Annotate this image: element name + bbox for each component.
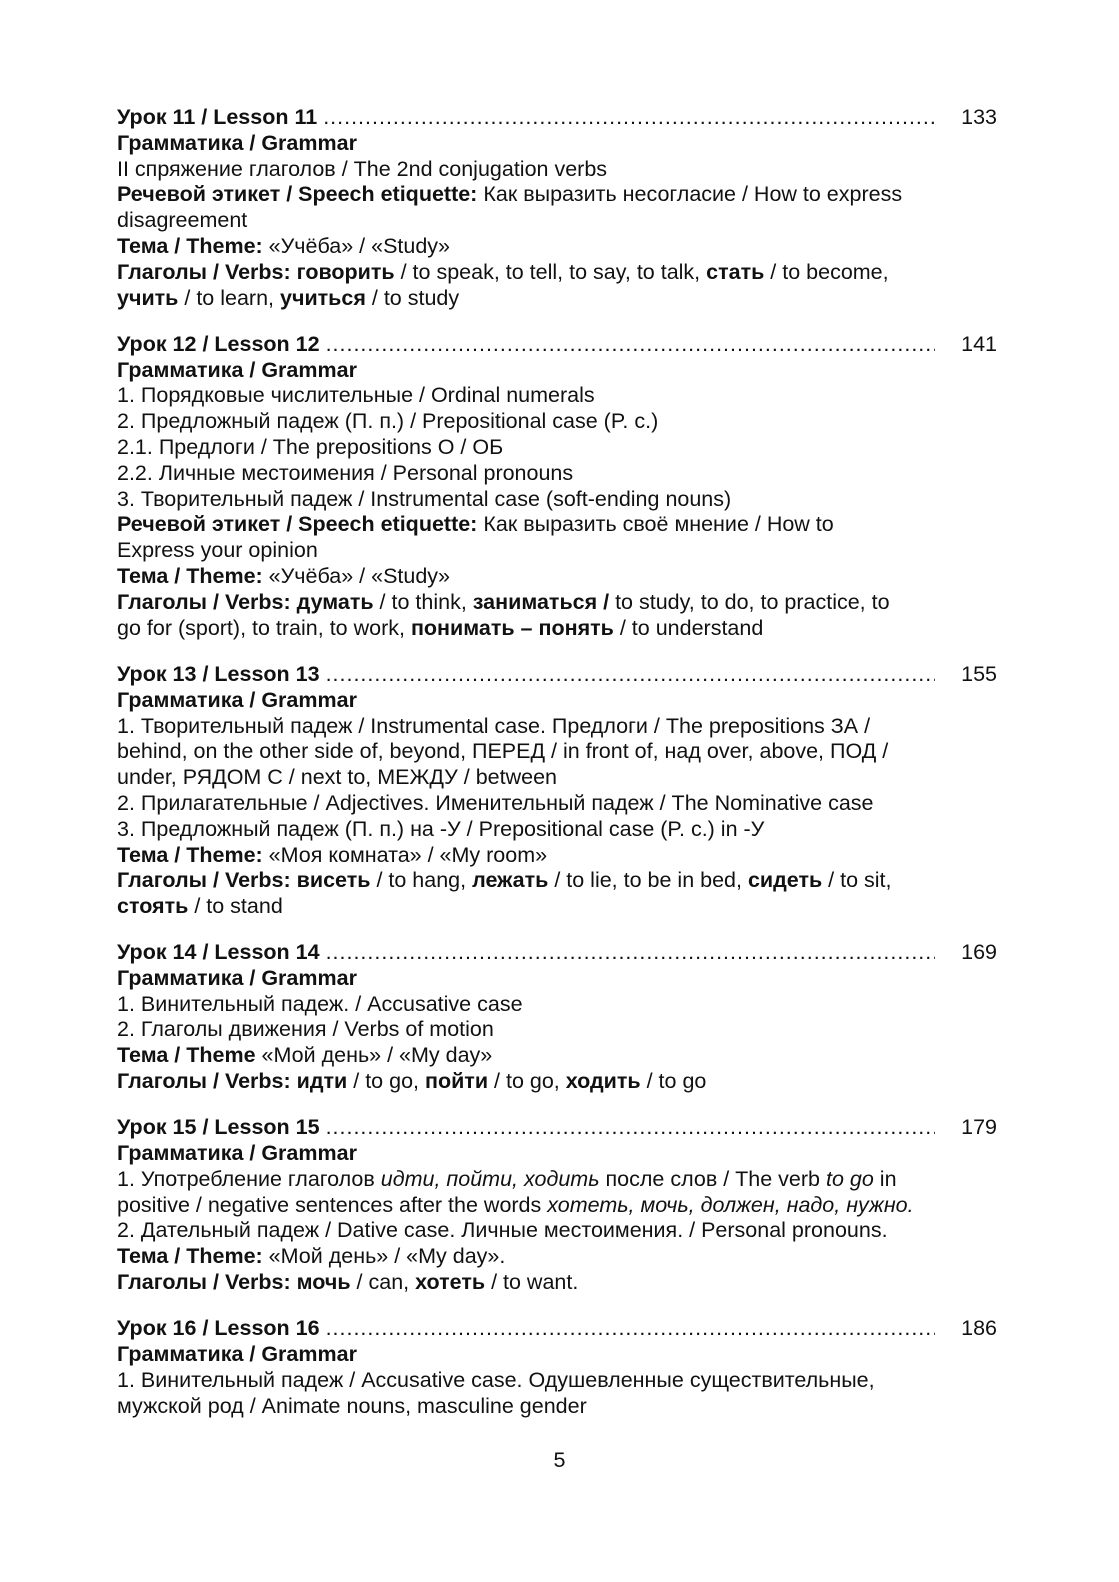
verb-translation: / to go, [488, 1068, 566, 1093]
verb-translation: / to understand [613, 615, 764, 640]
verb-translation: / to stand [188, 894, 283, 919]
grammar-item: 1. Употребление глаголов идти, пойти, ходить после слов / The verb to go in [117, 1166, 897, 1191]
grammar-item: 1. Винительный падеж / Accusative case. Одушевленные существительные, [117, 1367, 875, 1392]
verb-translation: to study, to do, to practice, to [609, 589, 890, 614]
grammar-item: behind, on the other side of, beyond, ПЕРЕД / in front of, над over, above, ПОД / [117, 739, 889, 764]
verbs-label: Глаголы / Verbs: [117, 1068, 291, 1093]
grammar-label: Грамматика / Grammar [117, 130, 357, 155]
verb: идти [296, 1068, 348, 1093]
grammar-item: 2.2. Личные местоимения / Personal pronouns [117, 460, 574, 485]
verbs-label: Глаголы / Verbs: [117, 589, 291, 614]
theme-label: Тема / Theme [117, 1043, 256, 1068]
speech-etiquette-text: Как выразить несогласие / How to express [477, 182, 903, 207]
grammar-label: Грамматика / Grammar [117, 965, 357, 990]
grammar-item: 2. Глаголы движения / Verbs of motion [117, 1017, 494, 1042]
page-number: 5 [553, 1448, 566, 1472]
lesson-page-number: 133 [961, 105, 997, 129]
lesson-14-entry [117, 940, 997, 1095]
theme-text: «Мой день» / «My day» [255, 1043, 493, 1068]
verb: мочь [296, 1269, 351, 1294]
verb-translation: / to want. [485, 1269, 579, 1294]
verb-translation: go for (sport), to train, to work, [117, 615, 411, 640]
verb-translation: / to go, [347, 1068, 425, 1093]
grammar-label: Грамматика / Grammar [117, 357, 357, 382]
lesson-12-entry [117, 332, 997, 642]
verb: стоять [117, 894, 189, 919]
dot-leader [326, 1115, 935, 1141]
verbs-line [117, 616, 997, 642]
theme-text: «Мой день» / «My day». [262, 1244, 506, 1269]
grammar-item: positive / negative sentences after the words хотеть, мочь, должен, надо, нужно. [117, 1192, 914, 1217]
verb: пойти [424, 1068, 489, 1093]
lesson-page-number: 155 [961, 661, 997, 686]
lesson-page-number: 141 [961, 331, 997, 356]
speech-etiquette-text: Как выразить своё мнение / How to [477, 512, 834, 537]
theme-text: «Учёба» / «Study» [262, 564, 450, 589]
lesson-page-number: 169 [961, 939, 997, 964]
grammar-item: мужской род / Animate nouns, masculine gender [117, 1393, 587, 1418]
lesson-heading[interactable] [117, 1316, 997, 1342]
lesson-heading[interactable] [117, 1115, 997, 1141]
lesson-heading[interactable] [117, 662, 997, 688]
speech-etiquette-text-cont: Express your opinion [117, 538, 318, 563]
verbs-line [117, 1270, 997, 1296]
theme-line [117, 564, 997, 590]
lesson-11-entry [117, 105, 997, 311]
grammar-item: 3. Творительный падеж / Instrumental case (soft-ending nouns) [117, 486, 732, 511]
verb: учиться [280, 285, 366, 310]
verbs-label: Глаголы / Verbs: [117, 259, 291, 284]
verb: понимать – понять [410, 615, 614, 640]
verb: думать [296, 589, 374, 614]
table-of-contents [117, 105, 997, 1440]
lesson-title: Урок 16 / Lesson 16 [117, 1316, 320, 1341]
speech-etiquette-line [117, 182, 997, 208]
lesson-page-number: 186 [961, 1316, 997, 1341]
lesson-page-number: 179 [961, 1115, 997, 1140]
speech-etiquette-text-cont: disagreement [117, 208, 248, 233]
speech-etiquette-label: Речевой этикет / Speech etiquette: [117, 512, 478, 537]
theme-label: Тема / Theme: [117, 233, 263, 258]
verb: учить [117, 285, 179, 310]
verb: говорить [296, 259, 395, 284]
speech-etiquette-line [117, 512, 997, 538]
grammar-label: Грамматика / Grammar [117, 687, 357, 712]
grammar-item: 3. Предложный падеж (П. п.) на -У / Prepositional case (P. c.) in -У [117, 816, 765, 841]
dot-leader [326, 940, 935, 966]
grammar-item: II спряжение глаголов / The 2nd conjugation verbs [117, 156, 608, 181]
verb-translation: / to hang, [370, 868, 473, 893]
theme-label: Тема / Theme: [117, 564, 263, 589]
theme-line [117, 1043, 997, 1069]
theme-text: «Учёба» / «Study» [262, 233, 450, 258]
verb-translation: / to learn, [178, 285, 280, 310]
verb-translation: / to speak, to tell, to say, to talk, [394, 259, 707, 284]
theme-label: Тема / Theme: [117, 1244, 263, 1269]
verb-translation: / can, [350, 1269, 416, 1294]
verb: сидеть [747, 868, 823, 893]
verb-translation: / to become, [764, 259, 889, 284]
lesson-title: Урок 15 / Lesson 15 [117, 1115, 320, 1140]
verbs-line [117, 260, 997, 286]
lesson-heading[interactable] [117, 105, 997, 131]
verb-translation: / to study [365, 285, 460, 310]
lesson-heading[interactable] [117, 332, 997, 358]
grammar-item: 2. Дательный падеж / Dative case. Личные местоимения. / Personal pronouns. [117, 1218, 888, 1243]
verb: стать [706, 259, 765, 284]
lesson-16-entry [117, 1316, 997, 1419]
grammar-item: 1. Творительный падеж / Instrumental case. Предлоги / The prepositions ЗА / [117, 713, 871, 738]
verb-translation: / to lie, to be in bed, [548, 868, 748, 893]
lesson-heading[interactable] [117, 940, 997, 966]
verb: лежать [472, 868, 549, 893]
grammar-label: Грамматика / Grammar [117, 1342, 357, 1367]
verbs-line [117, 1069, 997, 1095]
verb: заниматься / [472, 589, 610, 614]
grammar-item: under, РЯДОМ С / next to, МЕЖДУ / between [117, 765, 558, 790]
verbs-line [117, 868, 997, 894]
lesson-title: Урок 13 / Lesson 13 [117, 661, 320, 686]
verbs-line [117, 286, 997, 312]
theme-line [117, 1244, 997, 1270]
dot-leader [323, 105, 935, 131]
theme-line [117, 234, 997, 260]
theme-label: Тема / Theme: [117, 842, 263, 867]
grammar-item: 1. Порядковые числительные / Ordinal numerals [117, 383, 595, 408]
grammar-item: 2. Предложный падеж (П. п.) / Prepositional case (P. c.) [117, 409, 659, 434]
grammar-item: 1. Винительный падеж. / Accusative case [117, 991, 523, 1016]
speech-etiquette-label: Речевой этикет / Speech etiquette: [117, 182, 478, 207]
lesson-title: Урок 14 / Lesson 14 [117, 939, 320, 964]
theme-text: «Моя комната» / «My room» [262, 842, 548, 867]
verb-translation: / to sit, [822, 868, 892, 893]
dot-leader [326, 1316, 935, 1342]
verb: ходить [565, 1068, 641, 1093]
verb-translation: / to go [640, 1068, 707, 1093]
grammar-item: 2.1. Предлоги / The prepositions О / ОБ [117, 435, 504, 460]
verbs-label: Глаголы / Verbs: [117, 868, 291, 893]
verbs-line [117, 590, 997, 616]
verb-translation: / to think, [373, 589, 473, 614]
grammar-item: 2. Прилагательные / Adjectives. Именительный падеж / The Nominative case [117, 790, 874, 815]
verb: висеть [296, 868, 371, 893]
lesson-title: Урок 11 / Lesson 11 [117, 105, 318, 129]
verbs-label: Глаголы / Verbs: [117, 1269, 291, 1294]
dot-leader [326, 662, 935, 688]
lesson-15-entry [117, 1115, 997, 1296]
lesson-13-entry [117, 662, 997, 920]
dot-leader [326, 332, 935, 358]
verbs-line [117, 894, 997, 920]
verb: хотеть [415, 1269, 486, 1294]
lesson-title: Урок 12 / Lesson 12 [117, 331, 320, 356]
theme-line [117, 843, 997, 869]
grammar-label: Грамматика / Grammar [117, 1140, 357, 1165]
